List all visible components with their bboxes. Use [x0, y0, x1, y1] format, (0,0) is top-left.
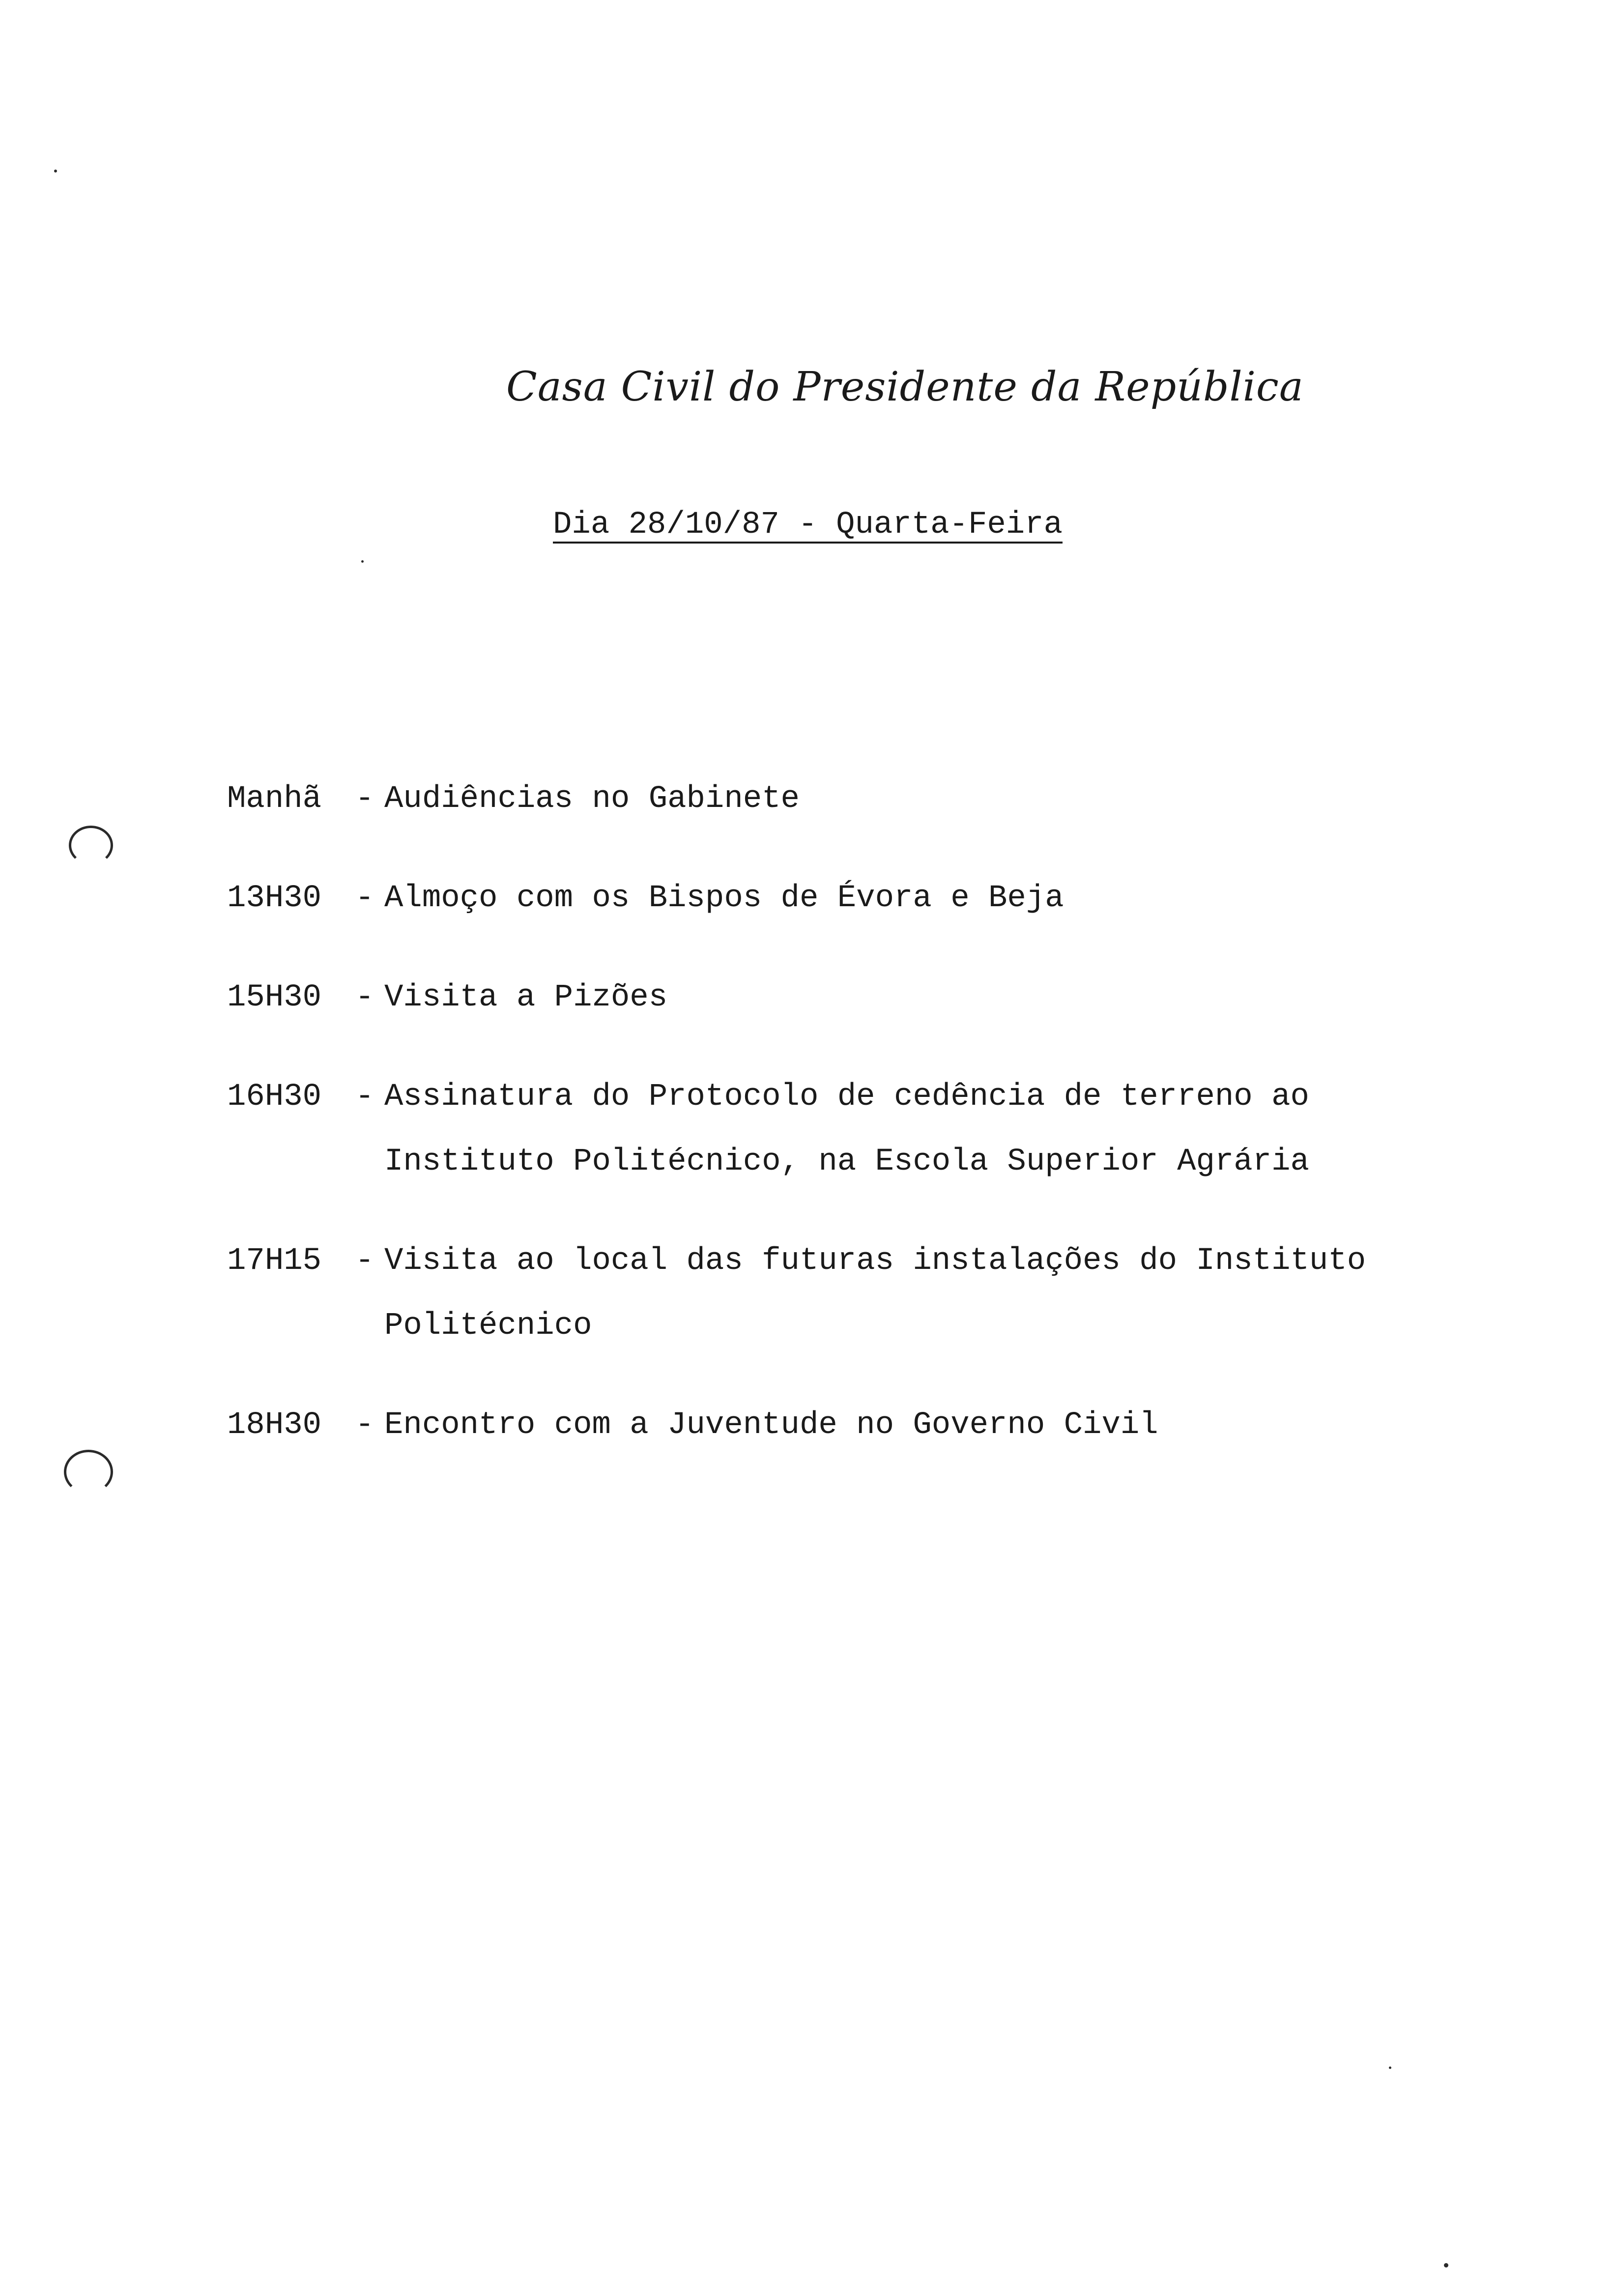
entry-description: Assinatura do Protocolo de cedência de terreno ao Instituto Politécnico, na Escola Superior Agrária — [384, 1079, 1309, 1179]
schedule-entry — [227, 866, 1525, 931]
entry-description: Visita a Pizões — [384, 980, 668, 1015]
scan-speck — [1444, 2263, 1448, 2267]
entry-time: 18H30 — [227, 1407, 322, 1443]
schedule-entry — [227, 1393, 1525, 1458]
entry-dash: - — [355, 980, 374, 1015]
schedule-entry — [227, 767, 1525, 832]
entry-dash: - — [355, 1243, 374, 1279]
entry-dash: - — [355, 881, 374, 916]
schedule-entry — [227, 965, 1525, 1030]
entry-description: Almoço com os Bispos de Évora e Beja — [384, 881, 1064, 916]
entry-time: 17H15 — [227, 1243, 322, 1279]
entry-description: Audiências no Gabinete — [384, 781, 800, 817]
date-heading: Dia 28/10/87 - Quarta-Feira — [553, 507, 1063, 543]
entry-dash: - — [355, 781, 374, 817]
punch-hole-mark — [64, 1450, 113, 1494]
entry-time: 13H30 — [227, 881, 322, 916]
entry-dash: - — [355, 1079, 374, 1115]
entry-time: 15H30 — [227, 980, 322, 1015]
scan-speck — [54, 170, 57, 172]
scan-speck — [361, 560, 364, 563]
entry-description: Encontro com a Juventude no Governo Civil — [384, 1407, 1158, 1443]
letterhead: Casa Civil do Presidente da República — [506, 364, 1304, 410]
schedule-entry — [227, 1229, 1525, 1358]
entry-time: Manhã — [227, 781, 322, 817]
punch-hole-mark — [69, 826, 113, 865]
entry-time: 16H30 — [227, 1079, 322, 1115]
scan-speck — [1389, 2066, 1391, 2069]
entry-description: Visita ao local das futuras instalações do Instituto Politécnico — [384, 1243, 1366, 1344]
schedule-list — [227, 767, 1525, 1458]
entry-dash: - — [355, 1407, 374, 1443]
schedule-entry — [227, 1064, 1525, 1194]
